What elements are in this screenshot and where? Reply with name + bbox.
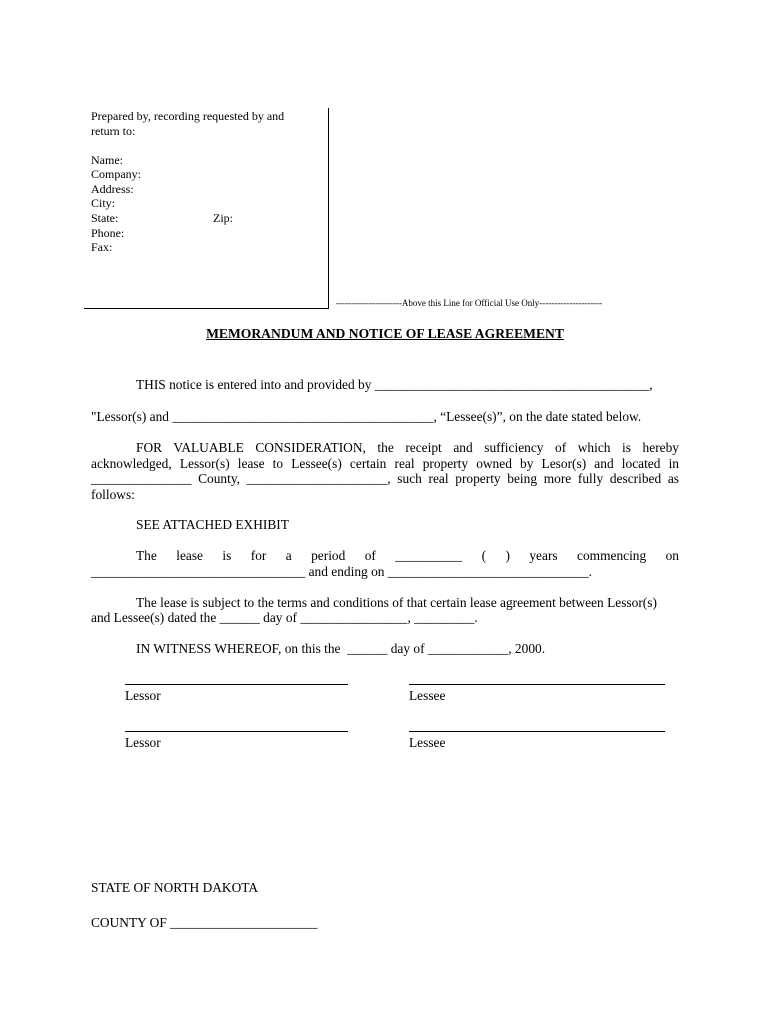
address-label: Address:	[91, 182, 134, 196]
lease-terms-line2: and Lessee(s) dated the ______ day of ________________, _________.	[91, 610, 478, 625]
name-label: Name:	[91, 153, 123, 167]
fax-label: Fax:	[91, 240, 113, 254]
lessor-label-2: Lessor	[125, 735, 161, 750]
consideration-line3: _______________ County, _____________________, such real property being more fully described as	[91, 471, 679, 487]
lessee-label-1: Lessee	[409, 688, 446, 703]
notice-line1: THIS notice is entered into and provided by _________________________________________,	[136, 377, 653, 392]
notice-line2: "Lessor(s) and _______________________________________, “Lessee(s)”, on the date stated below.	[91, 409, 642, 424]
consideration-paragraph	[91, 440, 679, 502]
witness-line: IN WITNESS WHEREOF, on this the ______ day of ____________, 2000.	[136, 641, 546, 656]
header-vertical-rule	[328, 108, 329, 308]
header-horizontal-rule	[84, 308, 329, 309]
exhibit-reference: SEE ATTACHED EXHIBIT	[136, 517, 289, 532]
lease-terms-line1: The lease is subject to the terms and conditions of that certain lease agreement between Lessor(s)	[136, 595, 657, 610]
prepared-by-line1: Prepared by, recording requested by and	[91, 109, 285, 123]
consideration-line4: follows:	[91, 486, 135, 502]
lessee-signature-line-1[interactable]	[409, 684, 665, 685]
state-heading: STATE OF NORTH DAKOTA	[91, 880, 259, 895]
prepared-by-line2: return to:	[91, 124, 136, 138]
lease-period-line2: ________________________________ and ending on ______________________________.	[91, 563, 593, 579]
consideration-line1: FOR VALUABLE CONSIDERATION, the receipt and sufficiency of which is hereby	[136, 440, 679, 455]
lease-period-paragraph	[91, 548, 679, 579]
consideration-line2: acknowledged, Lessor(s) lease to Lessee(s) certain real property owned by Lesor(s) and located in	[91, 455, 679, 471]
lessee-label-2: Lessee	[409, 735, 446, 750]
document-title: MEMORANDUM AND NOTICE OF LEASE AGREEMENT	[206, 326, 564, 341]
city-label: City:	[91, 196, 116, 210]
state-label: State:	[91, 211, 119, 225]
lessee-signature-line-2[interactable]	[409, 731, 665, 732]
lessor-label-1: Lessor	[125, 688, 161, 703]
county-heading: COUNTY OF ______________________	[91, 915, 318, 930]
phone-label: Phone:	[91, 226, 125, 240]
company-label: Company:	[91, 167, 141, 181]
lessor-signature-line-1[interactable]	[125, 684, 348, 685]
official-use-line: ----------------------Above this Line for Official Use Only---------------------	[336, 298, 603, 308]
lease-period-line1: The lease is for a period of __________ ( ) years commencing on	[136, 548, 679, 563]
lessor-signature-line-2[interactable]	[125, 731, 348, 732]
zip-label: Zip:	[213, 211, 233, 225]
